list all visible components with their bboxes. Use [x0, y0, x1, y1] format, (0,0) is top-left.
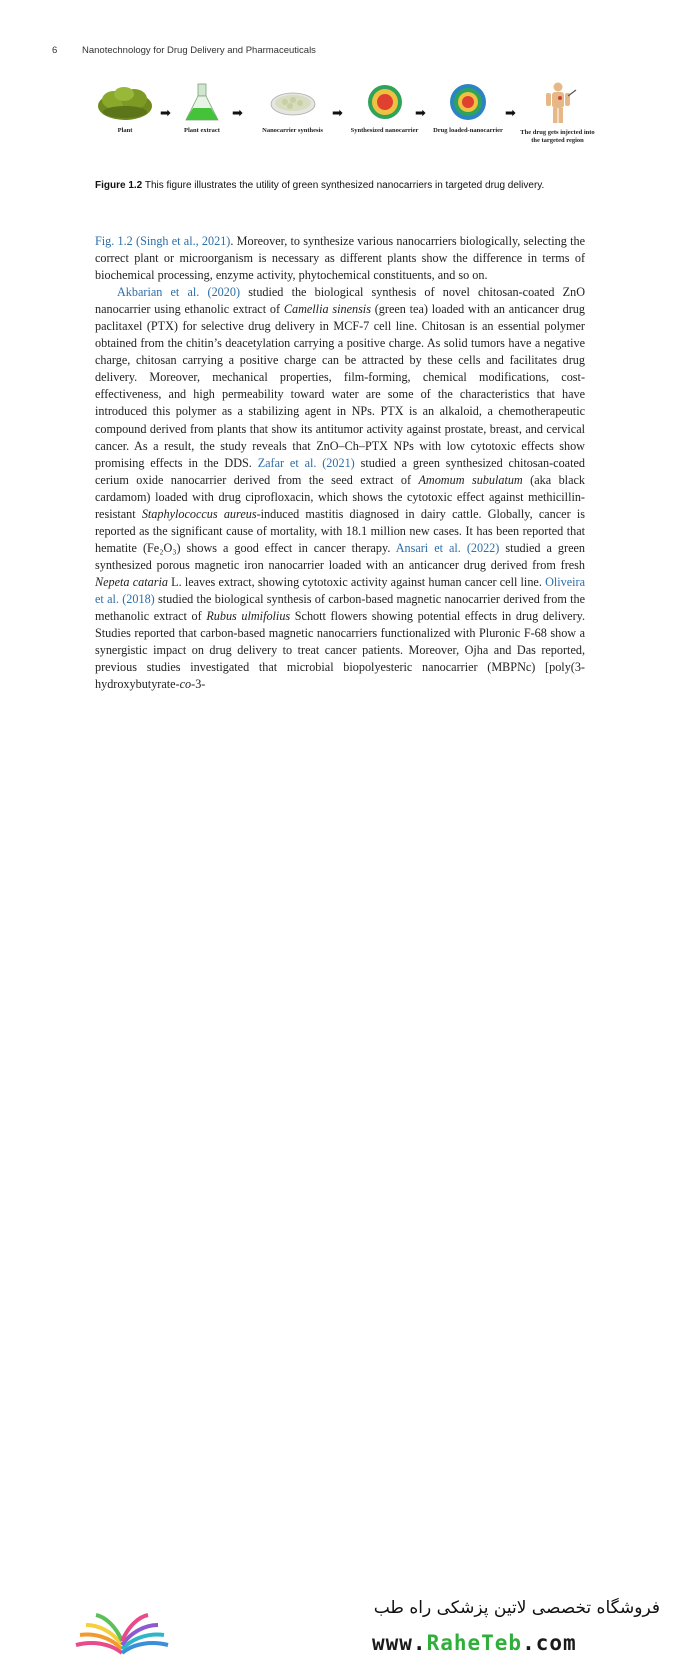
citation-link[interactable]: Zafar et al. (2021) [257, 455, 355, 470]
citation-link[interactable]: Oliveira et al. (2018) [95, 574, 585, 606]
text-run: -3- [191, 677, 206, 692]
stage-drug-loaded-nanocarrier: Drug loaded-nanocarrier [428, 82, 508, 135]
citation-link[interactable]: Akbarian et al. (2020) [117, 285, 241, 300]
text-run: Schott flowers showing potential effects in drug delivery. Studies reported that carbon-based magnetic nanocarriers functionalized with Pluronic F-68 show a synergistic impact on drug delivery to treat cancer patients. Moreover, Ojha and Das reported, previous studies investigated that microbial biopolyesteric nanocarrier (MBPNc) [poly(3-hydroxybutyrate- [95, 609, 585, 692]
caption-text: This figure illustrates the utility of green synthesized nanocarriers in targeted drug delivery. [142, 180, 545, 191]
drug-loaded-nanocarrier-icon [446, 82, 490, 122]
figure-1-2 [95, 82, 595, 182]
stage-plant: Plant [95, 82, 155, 135]
store-name-persian: فروشگاه تخصصی لاتین پزشکی راه طب [373, 1598, 660, 1618]
running-header [52, 45, 316, 56]
figure-caption [95, 179, 585, 192]
text-run: studied the biological synthesis of novel chitosan-coated ZnO nanocarrier using ethanolic extract of [95, 285, 585, 317]
body-text [95, 233, 585, 693]
text-run: -induced mastitis diagnosed in dairy cattle. Globally, cancer is reported as the significant cause of mortality, with 18.1 million new cases. It has been reported that hematite (Fe₂O₃) shows a good effect in cancer therapy. [95, 506, 585, 555]
open-book-logo-icon [72, 1603, 172, 1659]
flask-icon [182, 82, 222, 122]
plant-moss-icon [96, 82, 154, 122]
website-url[interactable]: www.RaheTeb.com [372, 1631, 577, 1655]
running-title: Nanotechnology for Drug Delivery and Pharmaceuticals [82, 45, 316, 56]
petri-dish-icon [269, 82, 317, 122]
paragraph-2 [95, 284, 585, 693]
italic-term: Camellia sinensis [283, 302, 371, 317]
text-run: (green tea) loaded with an anticancer drug paclitaxel (PTX) for selective drug delivery in MCF-7 cell line. Chitosan is an essential polymer obtained from the chitin’s deacetylation carrying a positive charge. As solid tumors have a negative charge, chitosan carrying a positive charge can be attracted by these cells and facilitates drug delivery. Moreover, mechanical properties, film-forming, chemical modifications, cost-effectiveness, and high permeability toward water are some of the characteristics that have introduced this polymer as a stabilizing agent in NPs. PTX is an alkaloid, a chemotherapeutic compound derived from plants that show its antitumor activity against prostate, breast, and cervical cancer. As a result, the study reveals that ZnO–Ch–PTX NPs with low cytotoxic effects show promising effects in the DDS. [95, 302, 585, 470]
page-number: 6 [52, 45, 58, 56]
arrow-icon: ➡ [505, 106, 516, 121]
text-run: (aka black cardamom) loaded with drug ciprofloxacin, which shows the cytotoxic effect against methicillin-resistant [95, 472, 585, 521]
paragraph-1 [95, 233, 585, 284]
text-run: studied the biological synthesis of carbon-based magnetic nanocarrier derived from the methanolic extract of [95, 591, 585, 624]
watermark-banner [0, 795, 696, 1655]
book-page [0, 0, 696, 795]
citation-link[interactable]: Fig. 1.2 (Singh et al., 2021) [95, 234, 231, 248]
italic-term: Amomum subulatum [418, 472, 523, 487]
text-run: studied a green synthesized porous magnetic iron nanocarrier loaded with an anticancer drug derived from fresh [95, 540, 585, 572]
stage-synthesized-nanocarrier: Synthesized nanocarrier [347, 82, 422, 135]
italic-term: Nepeta cataria [95, 574, 168, 589]
italic-term: Staphylococcus aureus [141, 506, 257, 521]
nanocarrier-icon [364, 82, 406, 122]
arrow-icon: ➡ [415, 106, 426, 121]
text-run: studied a green synthesized chitosan-coated cerium oxide nanocarrier derived from the seed extract of [95, 455, 585, 487]
text-run: . Moreover, to synthesize various nanocarriers biologically, selecting the correct plant or microorganism is necessary as different plants show the difference in terms of biochemical processing, enzyme activity, phytochemical constituents, and so on. [95, 234, 585, 283]
human-body-icon [538, 82, 578, 124]
arrow-icon: ➡ [232, 106, 243, 121]
brand-name: RaheTeb [426, 1631, 523, 1655]
text-run: L. leaves extract, showing cytotoxic activity against human cancer cell line. [167, 574, 546, 589]
italic-term: co [179, 677, 192, 692]
arrow-icon: ➡ [160, 106, 171, 121]
caption-label: Figure 1.2 [95, 180, 143, 191]
stage-nanocarrier-synthesis: Nanocarrier synthesis [255, 82, 330, 135]
italic-term: Rubus ulmifolius [206, 609, 291, 624]
arrow-icon: ➡ [332, 106, 343, 121]
citation-link[interactable]: Ansari et al. (2022) [395, 540, 500, 555]
stage-plant-extract: Plant extract [177, 82, 227, 135]
stage-injection-target: The drug gets injected into the targeted region [520, 82, 595, 145]
